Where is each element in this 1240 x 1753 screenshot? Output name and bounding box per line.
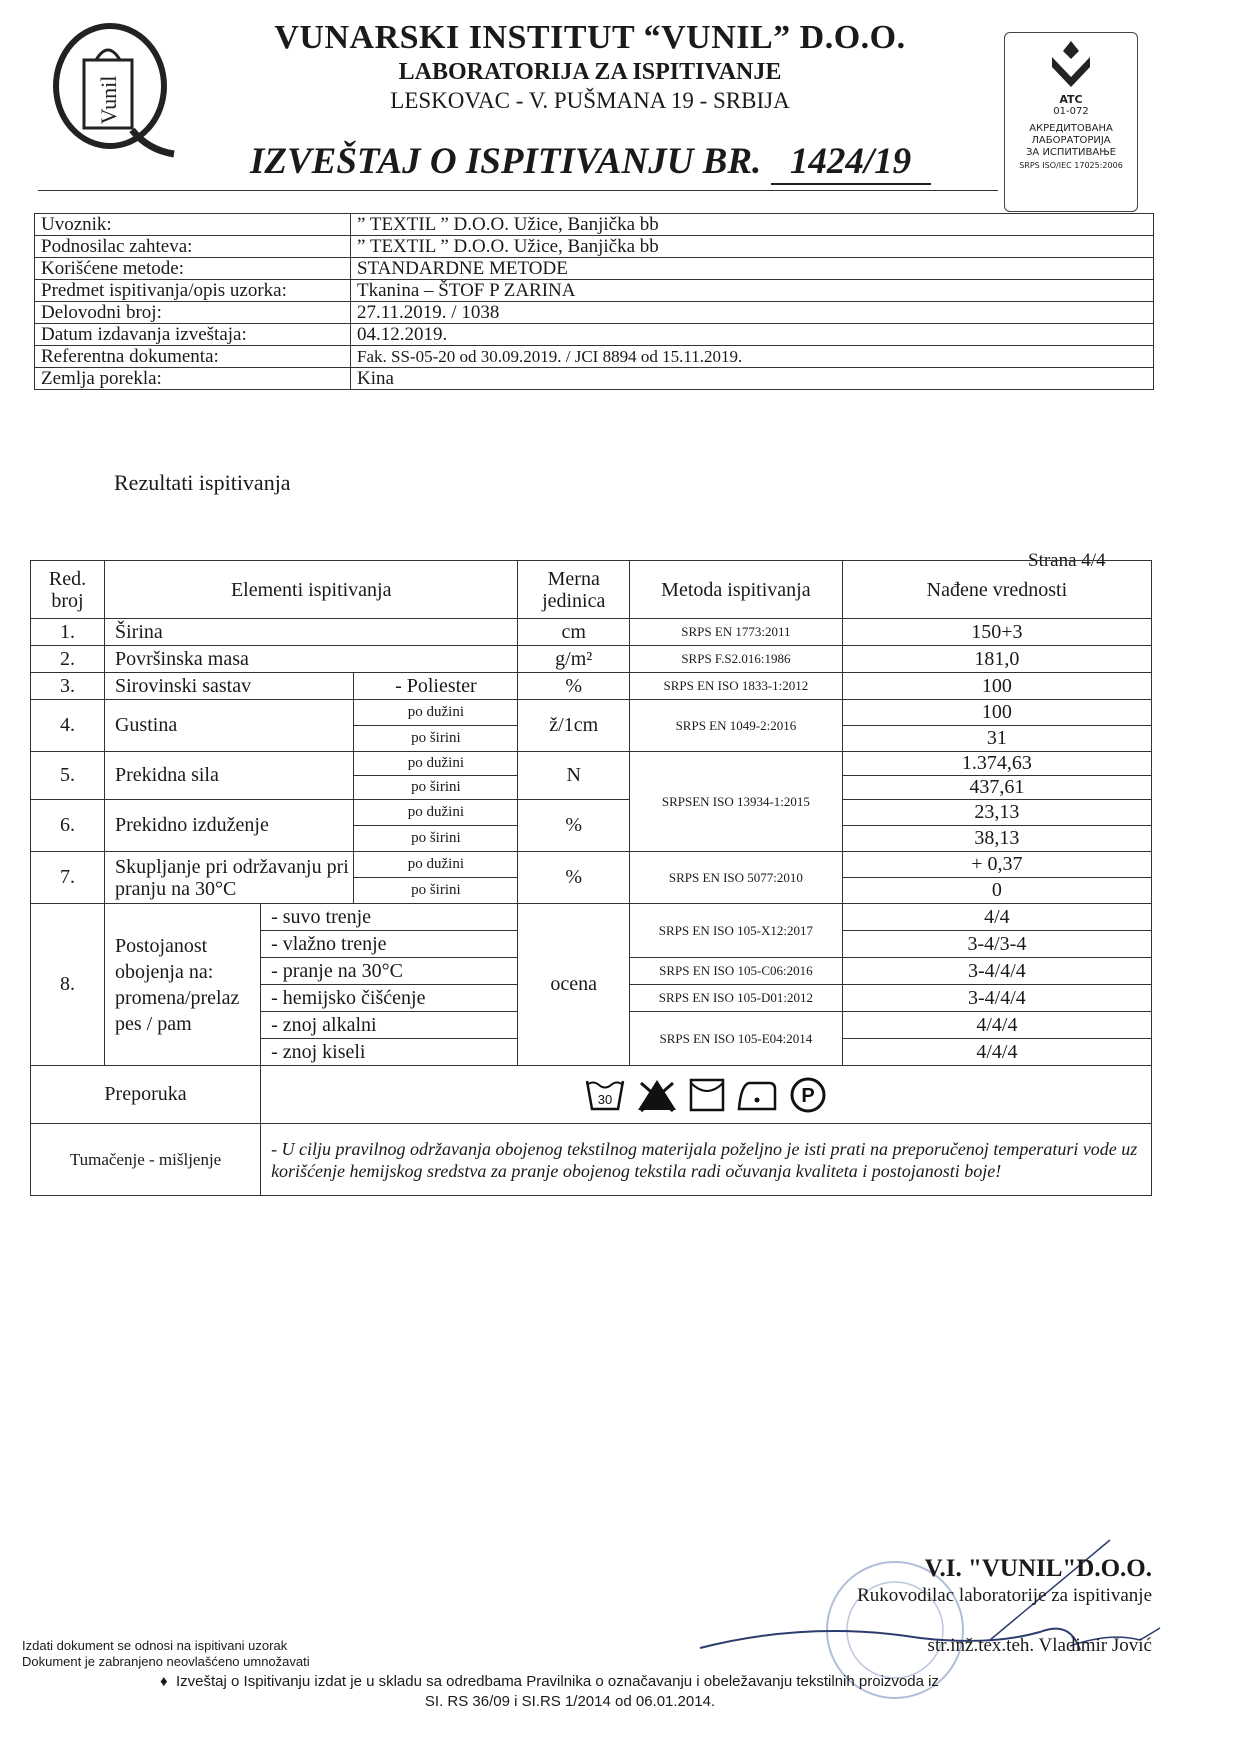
row-number: 2. xyxy=(31,646,105,673)
row-element: Sirovinski sastav xyxy=(104,673,353,700)
wash-30-icon xyxy=(585,1077,625,1113)
institute-logo xyxy=(48,20,178,160)
row-number: 6. xyxy=(31,800,105,852)
row-direction: po dužini xyxy=(354,700,518,726)
row-method: SRPS EN ISO 105-D01:2012 xyxy=(629,985,842,1012)
footer-legal-1: Izveštaj o Ispitivanju izdat je u skladu sa odredbama Pravilnika o označavanju i obeležavanju tekstilnih proizvoda iz xyxy=(176,1673,939,1690)
row-subelement: - suvo trenje xyxy=(261,904,518,931)
header-element: Elementi ispitivanja xyxy=(104,561,518,619)
report-title-prefix: IZVEŠTAJ O ISPITIVANJU BR. xyxy=(250,141,771,182)
info-label: Datum izdavanja izveštaja: xyxy=(35,324,351,346)
row-direction: po dužini xyxy=(354,852,518,878)
footer-note-1: Izdati dokument se odnosi na ispitivani uzorak xyxy=(22,1638,288,1653)
info-value: ” TEXTIL ” D.O.O. Užice, Banjička bb xyxy=(351,214,1154,236)
info-row xyxy=(35,368,1154,390)
interpretation-row xyxy=(31,1124,1152,1196)
report-title xyxy=(250,140,931,185)
table-row xyxy=(31,646,1152,673)
row-value: 4/4/4 xyxy=(842,1039,1151,1066)
header-block xyxy=(190,18,990,116)
info-value: Kina xyxy=(351,368,1154,390)
page-number: Strana 4/4 xyxy=(1028,550,1106,571)
row-value: 31 xyxy=(842,726,1151,752)
table-row xyxy=(31,800,1152,826)
info-label: Korišćene metode: xyxy=(35,258,351,280)
row-value: 150+3 xyxy=(842,619,1151,646)
row-unit: N xyxy=(518,752,629,800)
row-direction: po dužini xyxy=(354,752,518,776)
row-method: SRPS EN ISO 5077:2010 xyxy=(629,852,842,904)
institute-name: VUNARSKI INSTITUT “VUNIL” D.O.O. xyxy=(274,19,906,56)
atc-standard: SRPS ISO/IEC 17025:2006 xyxy=(1019,161,1123,170)
row-method: SRPS EN ISO 105-E04:2014 xyxy=(629,1012,842,1066)
row-number: 5. xyxy=(31,752,105,800)
table-row xyxy=(31,700,1152,726)
row-subelement: - Poliester xyxy=(354,673,518,700)
row-element: Gustina xyxy=(104,700,353,752)
info-row xyxy=(35,346,1154,368)
row-subelement: - hemijsko čišćenje xyxy=(261,985,518,1012)
svg-text:Vunil: Vunil xyxy=(96,75,121,125)
row-value: 4/4 xyxy=(842,904,1151,931)
table-row xyxy=(31,904,1152,931)
info-value: STANDARDNE METODE xyxy=(351,258,1154,280)
row-value: 0 xyxy=(842,878,1151,904)
row-method: SRPS EN ISO 1833-1:2012 xyxy=(629,673,842,700)
signature-name: str.inž.tex.teh. Vladimir Jović xyxy=(927,1635,1152,1656)
row-value: 181,0 xyxy=(842,646,1151,673)
row-number: 7. xyxy=(31,852,105,904)
row-element: Prekidna sila xyxy=(104,752,353,800)
info-label: Zemlja porekla: xyxy=(35,368,351,390)
row-element: Postojanost obojenja na: promena/prelaz pes / pam xyxy=(104,904,260,1066)
tumble-dry-icon xyxy=(689,1077,725,1113)
interpretation-text: - U cilju pravilnog održavanja obojenog tekstilnog materijala poželjno je isti prati na preporučenoj temperaturi vode uz korišćenje hemijskog sredstva za pranje obojenog tekstila radi očuvanja kvaliteta i postojanosti boje! xyxy=(261,1124,1152,1196)
info-label: Referentna dokumenta: xyxy=(35,346,351,368)
header-method: Metoda ispitivanja xyxy=(629,561,842,619)
row-subelement: - pranje na 30°C xyxy=(261,958,518,985)
header-unit: Merna jedinica xyxy=(518,561,629,619)
table-row xyxy=(31,619,1152,646)
footer-legal-2: SI. RS 36/09 i SI.RS 1/2014 od 06.01.2014. xyxy=(424,1693,716,1710)
atc-text-1: АКРЕДИТОВАНА xyxy=(1029,123,1113,134)
dryclean-letter: P xyxy=(801,1084,815,1107)
row-value: 23,13 xyxy=(842,800,1151,826)
table-row xyxy=(31,852,1152,878)
row-value: 3-4/4/4 xyxy=(842,985,1151,1012)
row-method: SRPS EN ISO 105-X12:2017 xyxy=(629,904,842,958)
row-unit: cm xyxy=(518,619,629,646)
recommendation-row xyxy=(31,1066,1152,1124)
institute-address: LESKOVAC - V. PUŠMANA 19 - SRBIJA xyxy=(390,88,790,113)
row-unit: % xyxy=(518,852,629,904)
recommendation-label: Preporuka xyxy=(31,1066,261,1124)
row-method: SRPS F.S2.016:1986 xyxy=(629,646,842,673)
info-label: Predmet ispitivanja/opis uzorka: xyxy=(35,280,351,302)
row-method: SRPS EN 1773:2011 xyxy=(629,619,842,646)
header-value: Nađene vrednosti xyxy=(842,561,1151,619)
atc-logo-icon xyxy=(1046,39,1096,91)
row-element: Prekidno izduženje xyxy=(104,800,353,852)
info-label: Uvoznik: xyxy=(35,214,351,236)
info-label: Podnosilac zahteva: xyxy=(35,236,351,258)
row-subelement: - znoj alkalni xyxy=(261,1012,518,1039)
report-number: 1424/19 xyxy=(771,140,931,185)
lab-name: LABORATORIJA ZA ISPITIVANJE xyxy=(398,59,782,85)
row-number: 3. xyxy=(31,673,105,700)
wash-temp: 30 xyxy=(597,1091,613,1107)
row-number: 1. xyxy=(31,619,105,646)
row-direction: po širini xyxy=(354,776,518,800)
info-label: Delovodni broj: xyxy=(35,302,351,324)
row-value: 437,61 xyxy=(842,776,1151,800)
care-symbols xyxy=(261,1066,1152,1124)
row-method: SRPS EN 1049-2:2016 xyxy=(629,700,842,752)
atc-text-3: ЗА ИСПИТИВАЊЕ xyxy=(1026,147,1116,158)
table-row xyxy=(31,673,1152,700)
row-value: 3-4/3-4 xyxy=(842,931,1151,958)
results-title: Rezultati ispitivanja xyxy=(114,470,291,495)
no-bleach-icon xyxy=(635,1077,679,1113)
row-direction: po širini xyxy=(354,826,518,852)
footer-notes xyxy=(22,1638,310,1670)
row-element: Skupljanje pri održavanju pri pranju na 30°C xyxy=(104,852,353,904)
atc-code: ATC xyxy=(1059,93,1083,106)
info-value: 27.11.2019. / 1038 xyxy=(351,302,1154,324)
info-value: Fak. SS-05-20 od 30.09.2019. / JCI 8894 od 15.11.2019. xyxy=(351,346,1154,368)
dryclean-p-icon xyxy=(789,1076,827,1114)
row-value: 3-4/4/4 xyxy=(842,958,1151,985)
row-value: 1.374,63 xyxy=(842,752,1151,776)
info-row xyxy=(35,302,1154,324)
footer-legal xyxy=(160,1672,1060,1712)
row-subelement: - znoj kiseli xyxy=(261,1039,518,1066)
info-row xyxy=(35,324,1154,346)
info-value: ” TEXTIL ” D.O.O. Užice, Banjička bb xyxy=(351,236,1154,258)
iron-icon xyxy=(735,1077,779,1113)
row-unit: ž/1cm xyxy=(518,700,629,752)
row-element: Širina xyxy=(104,619,518,646)
row-unit: % xyxy=(518,800,629,852)
signature-company: V.I. "VUNIL"D.O.O. xyxy=(924,1555,1152,1582)
signature-role: Rukovodilac laboratorije za ispitivanje xyxy=(857,1585,1152,1606)
table-row xyxy=(31,752,1152,776)
row-unit: % xyxy=(518,673,629,700)
signature-block xyxy=(852,1555,1152,1657)
header-no: Red. broj xyxy=(31,561,105,619)
diamond-bullet-icon: ♦ xyxy=(160,1673,176,1690)
accreditation-badge xyxy=(1004,32,1138,212)
info-row xyxy=(35,236,1154,258)
results-table xyxy=(30,560,1152,1196)
row-value: + 0,37 xyxy=(842,852,1151,878)
row-element: Površinska masa xyxy=(104,646,518,673)
info-value: Tkanina – ŠTOF P ZARINA xyxy=(351,280,1154,302)
footer-note-2: Dokument je zabranjeno neovlašćeno umnožavati xyxy=(22,1654,310,1669)
row-value: 100 xyxy=(842,700,1151,726)
info-row xyxy=(35,280,1154,302)
row-unit: ocena xyxy=(518,904,629,1066)
row-method: SRPS EN ISO 105-C06:2016 xyxy=(629,958,842,985)
row-value: 38,13 xyxy=(842,826,1151,852)
row-number: 8. xyxy=(31,904,105,1066)
row-method: SRPSEN ISO 13934-1:2015 xyxy=(629,752,842,852)
header-divider xyxy=(38,190,998,191)
interpretation-label: Tumačenje - mišljenje xyxy=(31,1124,261,1196)
atc-number: 01-072 xyxy=(1053,106,1089,117)
row-number: 4. xyxy=(31,700,105,752)
row-direction: po širini xyxy=(354,726,518,752)
sample-info-table xyxy=(34,213,1154,390)
row-value: 100 xyxy=(842,673,1151,700)
info-value: 04.12.2019. xyxy=(351,324,1154,346)
row-subelement: - vlažno trenje xyxy=(261,931,518,958)
row-unit: g/m² xyxy=(518,646,629,673)
row-direction: po dužini xyxy=(354,800,518,826)
info-row xyxy=(35,258,1154,280)
info-row xyxy=(35,214,1154,236)
atc-text-2: ЛАБОРАТОРИЈА xyxy=(1031,135,1111,146)
row-direction: po širini xyxy=(354,878,518,904)
row-value: 4/4/4 xyxy=(842,1012,1151,1039)
table-header-row xyxy=(31,561,1152,619)
